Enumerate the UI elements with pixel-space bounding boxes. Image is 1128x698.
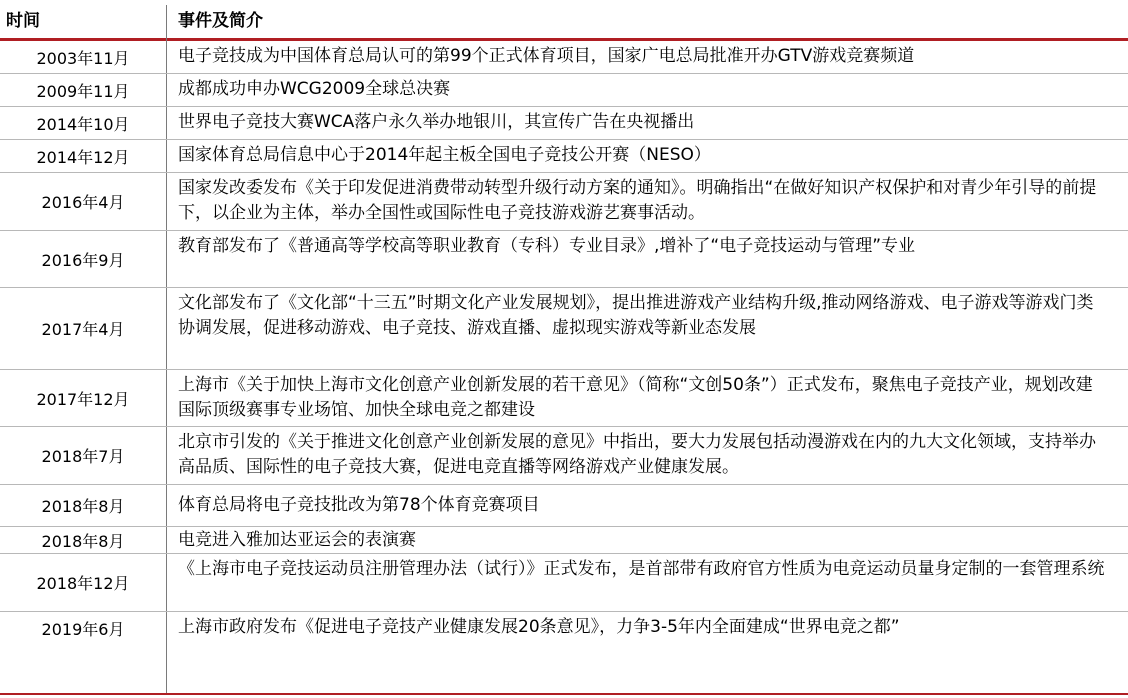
row-event: 上海市政府发布《促进电子竞技产业健康发展20条意见》，力争3-5年内全面建成“世界电竞之都” [178, 617, 900, 637]
table-row [0, 231, 1128, 288]
row-time: 2003年11月 [36, 48, 130, 68]
table-row [0, 485, 1128, 527]
row-event: 上海市《关于加快上海市文化创意产业创新发展的若干意见》（简称“文创50条”）正式发布，聚焦电子竞技产业，规划改建国际顶级赛事专业场馆、加快全球电竞之都建设 [178, 375, 1093, 420]
row-time: 2019年6月 [41, 620, 125, 639]
row-time: 2009年11月 [36, 81, 130, 101]
header-time: 时间 [6, 11, 40, 31]
row-time: 2014年10月 [36, 114, 130, 134]
row-event: 国家发改委发布《关于印发促进消费带动转型升级行动方案的通知》。明确指出“在做好知识产权保护和对青少年引导的前提下，以企业为主体，举办全国性或国际性电子竞技游戏游艺赛事活动。 [178, 178, 1097, 223]
table-row [0, 554, 1128, 612]
row-event: 电子竞技成为中国体育总局认可的第99个正式体育项目，国家广电总局批准开办GTV游戏竞赛频道 [178, 46, 915, 66]
row-time: 2018年8月 [41, 497, 125, 516]
row-event: 成都成功申办WCG2009全球总决赛 [178, 79, 451, 99]
row-event: 体育总局将电子竞技批改为第78个体育竞赛项目 [178, 495, 540, 515]
row-event: 电竞进入雅加达亚运会的表演赛 [178, 530, 416, 550]
row-time: 2018年8月 [41, 531, 125, 551]
row-time: 2016年9月 [41, 250, 125, 270]
row-time: 2018年12月 [36, 574, 130, 593]
row-event: 教育部发布了《普通高等学校高等职业教育（专科）专业目录》,增补了“电子竞技运动与管理”专业 [178, 236, 916, 256]
table-row [0, 41, 1128, 74]
table-header [0, 0, 1128, 42]
header-event: 事件及简介 [178, 11, 263, 31]
row-event: 文化部发布了《文化部“十三五”时期文化产业发展规划》，提出推进游戏产业结构升级,推动网络游戏、电子游戏等游戏门类协调发展，促进移动游戏、电子竞技、游戏直播、虚拟现实游戏等新业态发展 [178, 293, 1094, 338]
row-time: 2017年4月 [41, 320, 125, 339]
row-event: 世界电子竞技大赛WCA落户永久举办地银川，其宣传广告在央视播出 [178, 112, 695, 132]
table-row [0, 288, 1128, 370]
row-event: 国家体育总局信息中心于2014年起主板全国电子竞技公开赛（NESO） [178, 145, 711, 165]
row-time: 2018年7月 [41, 447, 125, 466]
row-time: 2017年12月 [36, 389, 130, 409]
table-row [0, 527, 1128, 554]
row-event: 北京市引发的《关于推进文化创意产业创新发展的意见》中指出，要大力发展包括动漫游戏在内的九大文化领域，支持举办高品质、国际性的电子竞技大赛，促进电竞直播等网络游戏产业健康发展。 [178, 432, 1096, 477]
row-time: 2014年12月 [36, 147, 130, 167]
table-row [0, 74, 1128, 107]
row-event: 《上海市电子竞技运动员注册管理办法（试行）》正式发布，是首部带有政府官方性质为电竞运动员量身定制的一套管理系统 [178, 559, 1105, 579]
table-row [0, 427, 1128, 485]
table-bottom-rule [0, 693, 1128, 695]
table-row [0, 107, 1128, 140]
table-row [0, 612, 1128, 645]
table-row [0, 370, 1128, 427]
table-body [0, 41, 1128, 645]
row-time: 2016年4月 [41, 193, 125, 212]
table-row [0, 173, 1128, 231]
table-row [0, 140, 1128, 173]
